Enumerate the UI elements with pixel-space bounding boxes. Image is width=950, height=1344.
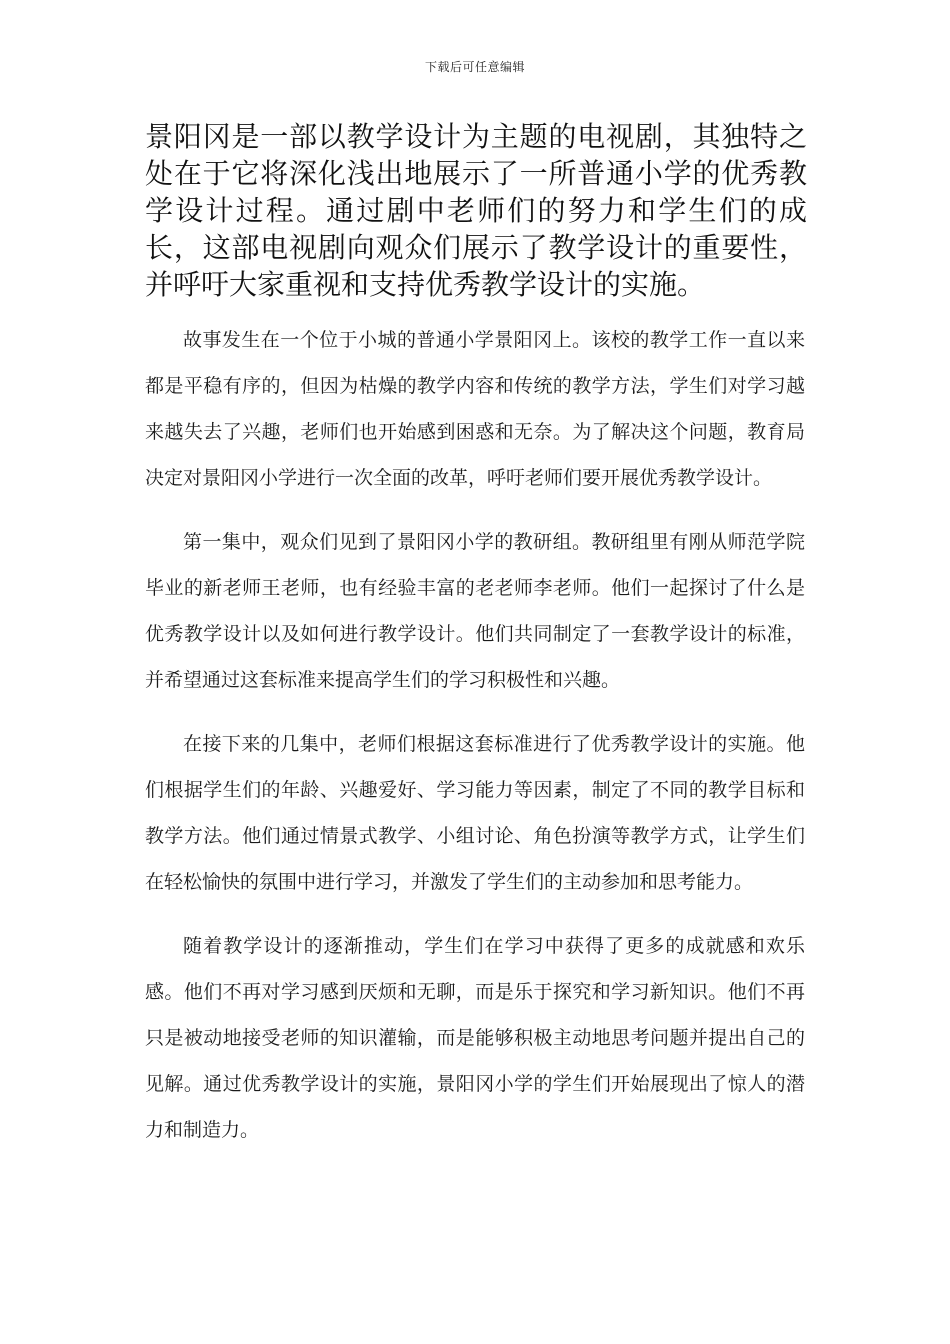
paragraph-4: 随着教学设计的逐渐推动，学生们在学习中获得了更多的成就感和欢乐感。他们不再对学习感到厌烦和无聊，而是乐于探究和学习新知识。他们不再只是被动地接受老师的知识灌输，而是能够积极主动地思考问题并提出自己的见解。通过优秀教学设计的实施，景阳冈小学的学生们开始展现出了惊人的潜力和制造力。 bbox=[145, 935, 805, 1141]
header-note: 下载后可任意编辑 bbox=[424, 60, 525, 74]
paragraph-1: 故事发生在一个位于小城的普通小学景阳冈上。该校的教学工作一直以来都是平稳有序的，但因为枯燥的教学内容和传统的教学方法，学生们对学习越来越失去了兴趣，老师们也开始感到困惑和无奈。为了解决这个问题，教育局决定对景阳冈小学进行一次全面的改革，呼吁老师们要开展优秀教学设计。 bbox=[145, 329, 805, 489]
document-body bbox=[145, 317, 805, 1171]
paragraph-3: 在接下来的几集中，老师们根据这套标准进行了优秀教学设计的实施。他们根据学生们的年龄、兴趣爱好、学习能力等因素，制定了不同的教学目标和教学方法。他们通过情景式教学、小组讨论、角色扮演等教学方式，让学生们在轻松愉快的氛围中进行学习，并激发了学生们的主动参加和思考能力。 bbox=[145, 733, 805, 893]
paragraph-2: 第一集中，观众们见到了景阳冈小学的教研组。教研组里有刚从师范学院毕业的新老师王老师，也有经验丰富的老老师李老师。他们一起探讨了什么是优秀教学设计以及如何进行教学设计。他们共同制定了一套教学设计的标准，并希望通过这套标准来提高学生们的学习积极性和兴趣。 bbox=[145, 531, 805, 691]
document-title: 景阳冈是一部以教学设计为主题的电视剧，其独特之处在于它将深化浅出地展示了一所普通小学的优秀教学设计过程。通过剧中老师们的努力和学生们的成长，这部电视剧向观众们展示了教学设计的重要性，并呼吁大家重视和支持优秀教学设计的实施。 bbox=[145, 120, 807, 301]
